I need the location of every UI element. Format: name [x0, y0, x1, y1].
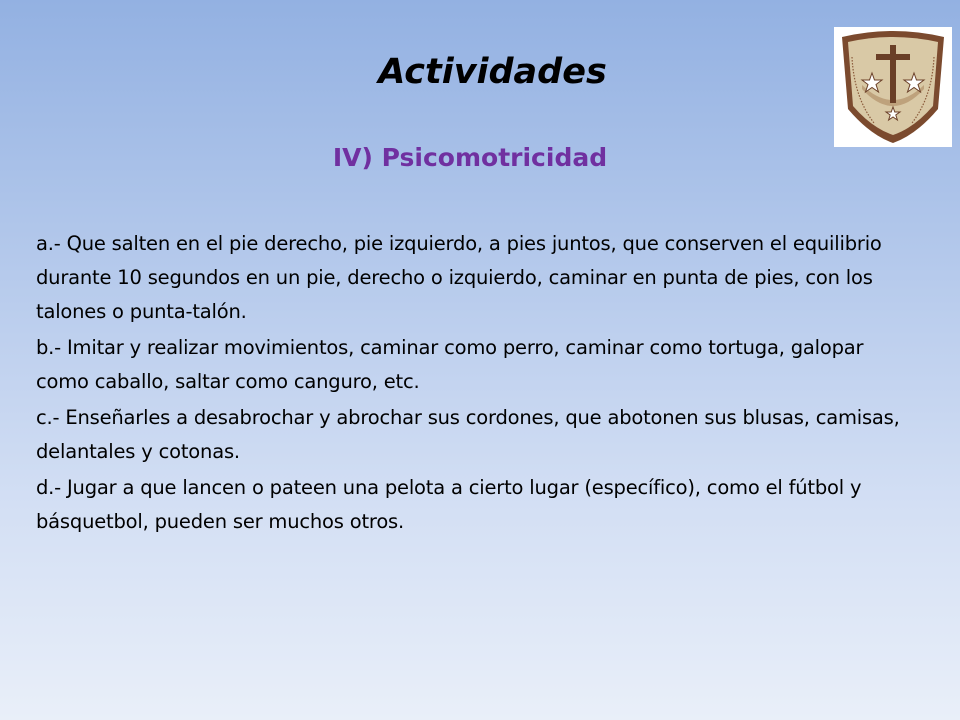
activity-list [36, 227, 916, 541]
school-crest-icon [834, 27, 952, 147]
slide-title: Actividades [378, 52, 607, 92]
activity-item-d: d.- Jugar a que lancen o pateen una pelota a cierto lugar (específico), como el fútbol y básquetbol, pueden ser muchos otros. [36, 476, 862, 533]
activity-item-b: b.- Imitar y realizar movimientos, caminar como perro, caminar como tortuga, galopar como caballo, saltar como canguro, etc. [36, 336, 864, 393]
activity-item-c: c.- Enseñarles a desabrochar y abrochar sus cordones, que abotonen sus blusas, camisas, delantales y cotonas. [36, 406, 900, 463]
activity-item-a: a.- Que salten en el pie derecho, pie izquierdo, a pies juntos, que conserven el equilibrio durante 10 segundos en un pie, derecho o izquierdo, caminar en punta de pies, con los talones o punta-talón. [36, 232, 882, 323]
school-logo [834, 27, 952, 147]
section-heading: IV) Psicomotricidad [332, 143, 608, 172]
